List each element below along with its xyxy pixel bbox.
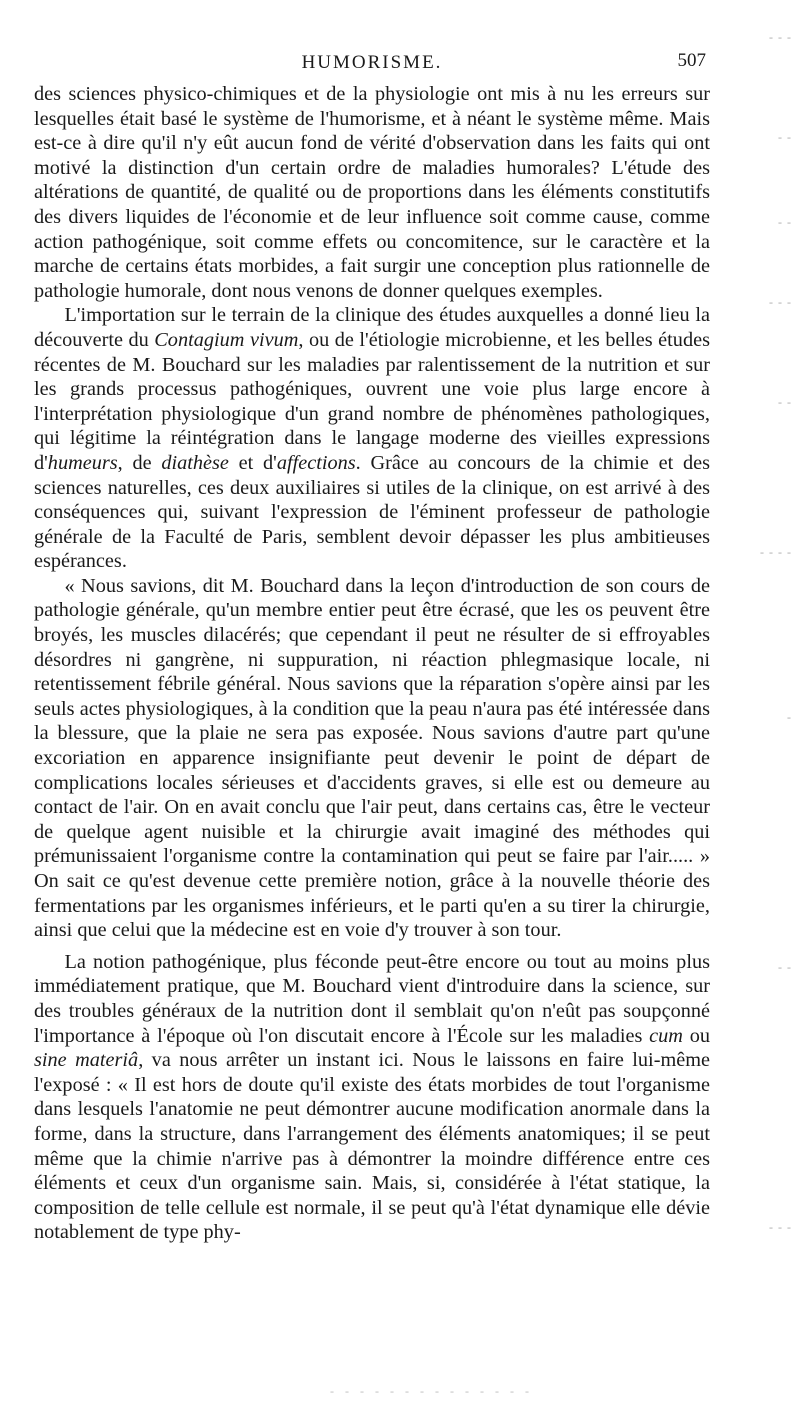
running-title: HUMORISME. (301, 52, 443, 73)
text-run: et d' (228, 451, 277, 474)
italic-text: humeurs (47, 451, 118, 474)
noise-mark: - - (778, 395, 792, 409)
text-run: . Grâce au concours de la chimie et des sciences naturelles, ces deux auxiliaires si utiles de la clinique, on est arrivé à des conséquences qui, suivant l'expression de l'éminent professeur de pathologie générale de la Faculté de Paris, semblent devoir dépasser les plus ambitieuses espérances. (34, 451, 710, 573)
bottom-noise: - - - - - - - - - - - - - - (330, 1384, 533, 1398)
noise-mark: - - - - (760, 545, 792, 559)
noise-mark: - - - (769, 30, 792, 44)
paragraph (34, 574, 710, 943)
paragraph (34, 950, 710, 1245)
noise-mark: - - (778, 960, 792, 974)
text-run: , de (117, 451, 162, 474)
text-run: ou (682, 1024, 710, 1047)
text-run: des sciences physico-chimiques et de la physiologie ont mis à nu les erreurs sur lesquelles était basé le système de l'humorisme, et à néant le système même. Mais est-ce à dire qu'il n'y eût aucun fond de vérité d'observation dans les faits qui ont motivé la distinction d'un certain ordre de maladies humorales? L'étude des altérations de quantité, de qualité ou de proportions dans les éléments constitutifs des divers liquides de l'économie et de leur influence soit comme cause, comme action pathogénique, soit comme effets ou concomitence, sur le caractère et la marche de certains états morbides, a fait surgir une conception plus rationnelle de pathologie humorale, dont nous venons de donner quelques exemples. (34, 83, 710, 302)
page-number: 507 (677, 50, 706, 71)
italic-text: Contagium vivum (154, 328, 299, 351)
page (34, 52, 710, 1245)
noise-mark: - (787, 710, 792, 724)
italic-text: diathèse (161, 451, 229, 474)
body-text (34, 82, 710, 1245)
margin-noise (722, 20, 792, 1400)
text-run: La notion pathogénique, plus féconde peut-être encore ou tout au moins plus immédiatement pratique, que M. Bouchard vient d'introduire dans la science, sur des troubles généraux de la nutrition dont il semblait qu'on n'eût pas soupçonné l'importance à l'époque où l'on discutait encore à l'École sur les maladies (34, 950, 710, 1047)
text-run: « Nous savions, dit M. Bouchard dans la leçon d'introduction de son cours de pathologie générale, qu'un membre entier peut être écrasé, que les os peuvent être broyés, les muscles dilacérés; que cependant il peut ne résulter de si effroyables désordres ni gangrène, ni suppuration, ni réaction phlegmasique locale, ni retentissement fébrile général. Nous savions que la réparation s'opère ainsi par les seuls actes physiologiques, à la condition que la peau n'aura pas été intéressée dans la blessure, que la plaie ne sera pas exposée. Nous savions d'autre part qu'une excoriation en apparence insignifiante peut devenir le point de départ de complications locales sérieuses et d'accidents graves, si elle est ou demeure au contact de l'air. On en avait conclu que l'air peut, dans certains cas, être le vecteur de quelque agent nuisible et la chirurgie avait imaginé des méthodes qui prémunissaient l'organisme contre la contamination qui peut se faire par l'air..... » On sait ce qu'est devenue cette première notion, grâce à la nouvelle théorie des fermentations par les organismes inférieurs, et le parti qu'en a su tirer la chirurgie, ainsi que celui que la médecine est en voie d'y trouver à son tour. (34, 574, 710, 942)
italic-text: sine materiâ (34, 1049, 139, 1072)
page-header (34, 52, 710, 82)
noise-mark: - - (778, 130, 792, 144)
text-run: , va nous arrêter un instant ici. Nous le laissons en faire lui-même l'exposé : « Il est hors de doute qu'il existe des états morbides de tout l'organisme dans lesquels l'anatomie ne peut démontrer aucune modification anormale dans la forme, dans la structure, dans l'arrangement des éléments anatomiques; il se peut même que la chimie n'arrive pas à démontrer la moindre différence entre ces éléments et ceux d'un organisme sain. Mais, si, considérée à l'état statique, la composition de telle cellule est normale, il se peut qu'à l'état dynamique elle dévie notablement de type phy- (34, 1049, 710, 1244)
noise-mark: - - (778, 215, 792, 229)
noise-mark: - - - (769, 295, 792, 309)
text-run: L'importation sur le terrain de la clinique des études auxquelles a donné lieu la découverte du (34, 304, 710, 351)
paragraph (34, 303, 710, 574)
paragraph (34, 82, 710, 303)
italic-text: cum (649, 1024, 683, 1047)
italic-text: affections (276, 451, 356, 474)
noise-mark: - - - (769, 1220, 792, 1234)
text-run: , ou de l'étiologie microbienne, et les belles études récentes de M. Bouchard sur les maladies par ralentissement de la nutrition et sur les grands processus pathogéniques, ouvrent une voie plus large encore à l'interprétation physiologique d'un grand nombre de phénomènes pathologiques, qui légitime la réintégration dans le langage moderne des vieilles expressions d' (34, 328, 710, 474)
